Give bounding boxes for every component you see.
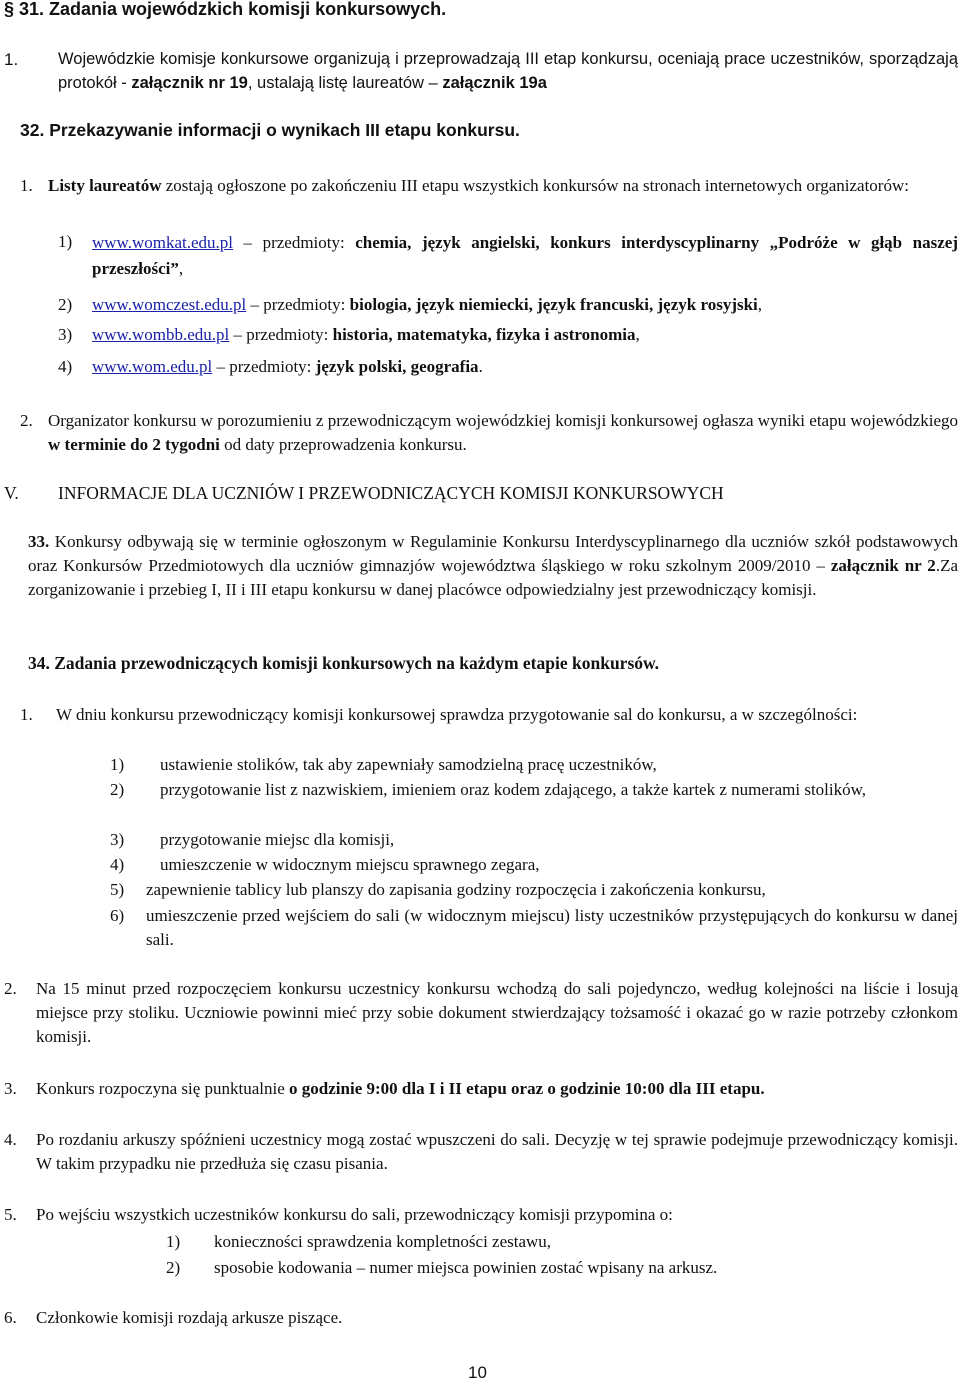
wombb-link[interactable]: www.wombb.edu.pl xyxy=(92,325,230,344)
s34-p4: Po rozdaniu arkuszy spóźnieni uczestnicy mogą zostać wpuszczeni do sali. Decyzję w tej sprawie podejmuje przewodniczący komisji. W takim przypadku nie przedłuża się czasu pisania. xyxy=(36,1130,958,1173)
s34-p2: Na 15 minut przed rozpoczęciem konkursu uczestnicy konkursu wchodzą do sali pojedynczo, według kolejności na liście i losują miejsce przy stoliku. Uczniowie powinni mieć przy sobie dokument stwierdzający tożsamość i okazać go w razie potrzeby członkom komisji. xyxy=(36,979,958,1046)
s34-p5-item: sposobie kodowania – numer miejsca powinien zostać wpisany na arkusz. xyxy=(214,1258,718,1277)
s34-p3-number: 3. xyxy=(4,1079,17,1098)
link-item-wombb: www.wombb.edu.pl – przedmioty: historia, matematyka, fizyka i astronomia, xyxy=(92,325,640,344)
s34-p5-number: 5. xyxy=(4,1205,17,1224)
link-item-number: 4) xyxy=(58,357,73,376)
s34-p5-item-number: 2) xyxy=(166,1258,181,1277)
link-item-womkat: www.womkat.edu.pl – przedmioty: chemia, język angielski, konkurs interdyscyplinarny „Podróże w głąb naszej przeszłości”, xyxy=(92,233,958,278)
womczest-link[interactable]: www.womczest.edu.pl xyxy=(92,295,247,314)
s34-p5-item-number: 1) xyxy=(166,1232,181,1251)
s32-p2: Organizator konkursu w porozumieniu z przewodniczącym wojewódzkiej komisji konkursowej ogłasza wyniki etapu wojewódzkiego w terminie do 2 tygodni od daty przeprowadzenia konkursu. xyxy=(48,411,958,454)
section-v-title: INFORMACJE DLA UCZNIÓW I PRZEWODNICZĄCYCH KOMISJI KONKURSOWYCH xyxy=(58,483,724,503)
section-v-number: V. xyxy=(4,483,19,503)
s34-p1-number: 1. xyxy=(20,705,33,724)
s34-item: umieszczenie przed wejściem do sali (w widocznym miejscu) listy uczestników przystępujących do konkursu w danej sali. xyxy=(146,906,958,949)
s34-item-number: 3) xyxy=(110,830,125,849)
s33-paragraph: 33. Konkursy odbywają się w terminie ogłoszonym w Regulaminie Konkursu Interdyscyplinarnego dla uczniów szkół podstawowych oraz Konkursów Przedmiotowych dla uczniów gimnazjów województwa śląskiego w roku szkolnym 2009/2010 – załącznik nr 2.Za zorganizowanie i przebieg I, II i III etapu konkursu w danej placówce odpowiedzialny jest przewodniczący komisji. xyxy=(28,532,958,599)
s34-p5: Po wejściu wszystkich uczestników konkursu do sali, przewodniczący komisji przypomina o: xyxy=(36,1205,673,1224)
s32-p1: Listy laureatów zostają ogłoszone po zakończeniu III etapu wszystkich konkursów na stronach internetowych organizatorów: xyxy=(48,176,909,195)
s31-p1-number: 1. xyxy=(4,50,19,69)
s34-item: przygotowanie miejsc dla komisji, xyxy=(160,830,395,849)
link-item-number: 1) xyxy=(58,232,73,251)
s34-item-number: 4) xyxy=(110,855,125,874)
link-item-wom: www.wom.edu.pl – przedmioty: język polski, geografia. xyxy=(92,357,483,376)
wom-link[interactable]: www.wom.edu.pl xyxy=(92,357,213,376)
s34-item: umieszczenie w widocznym miejscu sprawnego zegara, xyxy=(160,855,540,874)
s34-p6: Członkowie komisji rozdają arkusze piszące. xyxy=(36,1308,343,1327)
s34-p3: Konkurs rozpoczyna się punktualnie o godzinie 9:00 dla I i II etapu oraz o godzinie 10:00 dla III etapu. xyxy=(36,1079,765,1098)
s34-item: ustawienie stolików, tak aby zapewniały samodzielną pracę uczestników, xyxy=(160,755,657,774)
s34-item: przygotowanie list z nazwiskiem, imieniem oraz kodem zdającego, a także kartek z numerami stolików, xyxy=(160,780,867,799)
s34-p5-item: konieczności sprawdzenia kompletności zestawu, xyxy=(214,1232,552,1251)
page-number: 10 xyxy=(468,1363,487,1382)
s34-p6-number: 6. xyxy=(4,1308,17,1327)
link-item-number: 3) xyxy=(58,325,73,344)
link-item-number: 2) xyxy=(58,295,73,314)
s34-item: zapewnienie tablicy lub planszy do zapisania godziny rozpoczęcia i zakończenia konkursu, xyxy=(146,880,766,899)
s34-item-number: 5) xyxy=(110,880,125,899)
section-32-heading: 32. Przekazywanie informacji o wynikach III etapu konkursu. xyxy=(20,120,520,140)
s34-p4-number: 4. xyxy=(4,1130,17,1149)
s34-item-number: 2) xyxy=(110,780,125,799)
s32-p1-number: 1. xyxy=(20,176,33,195)
section-31-heading: § 31. Zadania wojewódzkich komisji konkursowych. xyxy=(4,0,447,19)
link-item-womczest: www.womczest.edu.pl – przedmioty: biologia, język niemiecki, język francuski, język rosyjski, xyxy=(92,295,763,314)
s31-p1: Wojewódzkie komisje konkursowe organizują i przeprowadzają III etap konkursu, oceniają prace uczestników, sporządzają protokół - załącznik nr 19, ustalają listę laureatów – załącznik 19a xyxy=(58,50,958,92)
s32-p2-number: 2. xyxy=(20,411,33,430)
s34-item-number: 6) xyxy=(110,906,125,925)
s34-item-number: 1) xyxy=(110,755,125,774)
s34-p1: W dniu konkursu przewodniczący komisji konkursowej sprawdza przygotowanie sal do konkursu, a w szczególności: xyxy=(56,705,858,724)
s34-p2-number: 2. xyxy=(4,979,17,998)
womkat-link[interactable]: www.womkat.edu.pl xyxy=(92,233,234,252)
section-34-heading: 34. Zadania przewodniczących komisji konkursowych na każdym etapie konkursów. xyxy=(28,653,660,673)
